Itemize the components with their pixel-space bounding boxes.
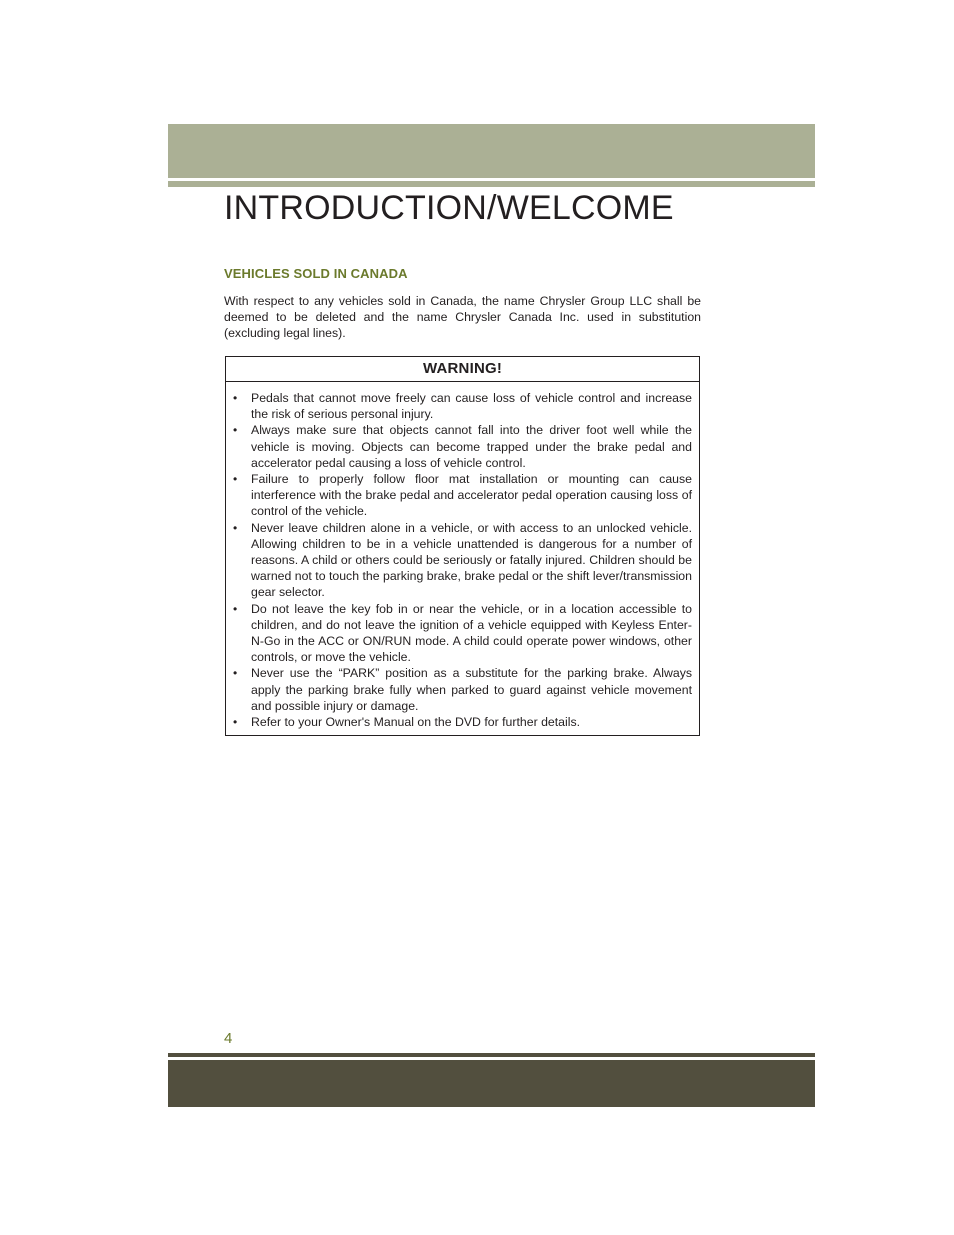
bullet-icon: • [233,423,238,438]
warning-item-text: Pedals that cannot move freely can cause loss of vehicle control and increase the risk of serious personal injury. [251,391,692,422]
warning-item [233,714,692,730]
bullet-icon: • [233,715,238,730]
page-number: 4 [224,1030,233,1047]
warning-item [233,422,692,471]
page-title: INTRODUCTION/WELCOME [224,189,674,227]
warning-title: WARNING! [226,357,699,382]
section-body-text: With respect to any vehicles sold in Canada, the name Chrysler Group LLC shall be deemed to be deleted and the name Chrysler Canada Inc. used in substitution (excluding legal lines). [224,294,701,341]
header-band [168,124,815,178]
warning-item-text: Do not leave the key fob in or near the vehicle, or in a location accessible to children, and do not leave the ignition of a vehicle equipped with Keyless Enter-N-Go in the ACC or ON/RUN mode. A child could operate power windows, other controls, or move the vehicle. [251,601,692,665]
bullet-icon: • [233,391,238,405]
bullet-icon: • [233,472,238,487]
warning-item [233,520,692,601]
footer-stripe [168,1053,815,1057]
warning-item-text: Never leave children alone in a vehicle, or with access to an unlocked vehicle. Allowing children to be in a vehicle unattended is dangerous for a number of reasons. A child or others could be seriously or fatally injured. Children should be warned not to touch the parking brake, brake pedal or the shift lever/transmission gear selector. [251,520,692,600]
warning-item-text: Failure to properly follow floor mat installation or mounting can cause interference with the brake pedal and accelerator pedal operation causing loss of control of the vehicle. [251,472,692,519]
warning-item-text: Refer to your Owner's Manual on the DVD for further details. [251,715,581,730]
warning-item [233,390,692,422]
bullet-icon: • [233,601,238,616]
footer-band [168,1060,815,1107]
warning-item-text: Never use the “PARK” position as a substitute for the parking brake. Always apply the parking brake fully when parked to guard against vehicle movement and possible injury or damage. [251,666,692,713]
header-stripe [168,181,815,187]
section-heading: VEHICLES SOLD IN CANADA [224,266,408,281]
bullet-icon: • [233,666,238,681]
bullet-icon: • [233,520,238,535]
warning-box [225,356,700,736]
warning-item-text: Always make sure that objects cannot fall into the driver foot well while the vehicle is moving. Objects can become trapped under the brake pedal and accelerator pedal causing a loss of vehicle control. [251,423,692,470]
warning-item [233,471,692,520]
warning-list [226,382,699,730]
warning-item [233,665,692,714]
warning-item [233,601,692,666]
